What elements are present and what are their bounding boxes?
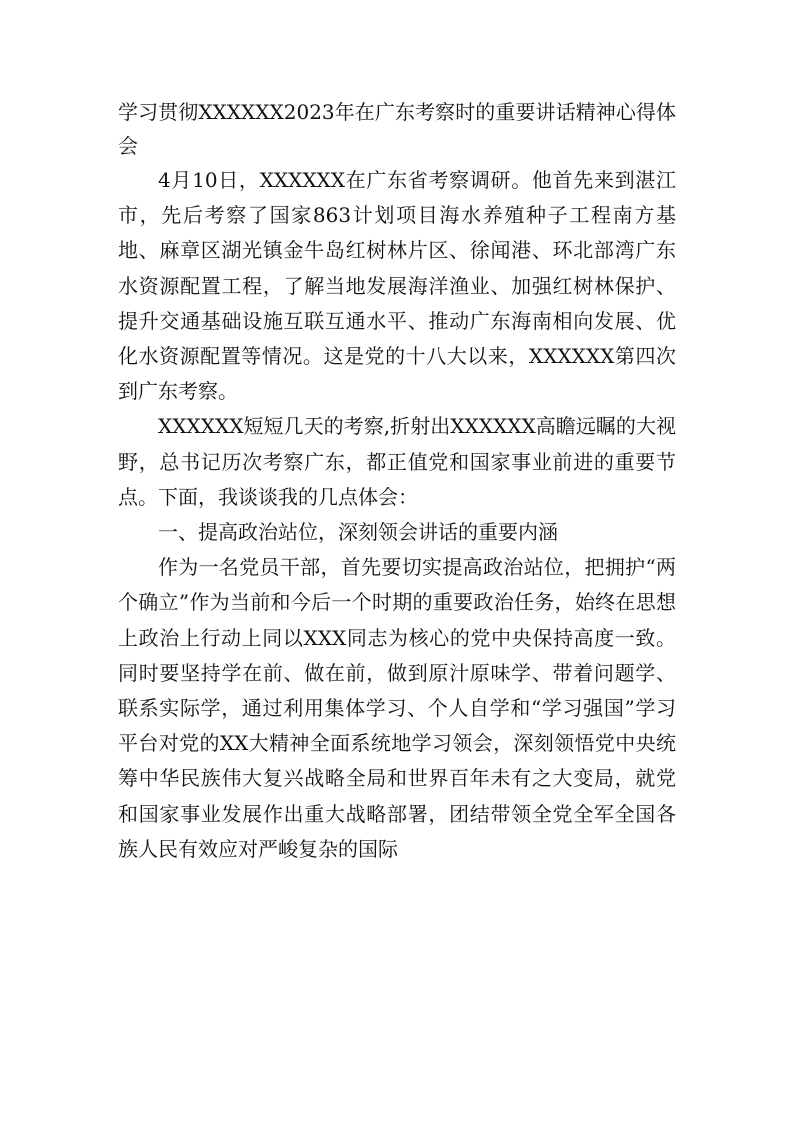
paragraph-introduction: XXXXXX短短几天的考察,折射出XXXXXX高瞻远瞩的大视野，总书记历次考察广东，都正值党和国家事业前进的重要节点。下面，我谈谈我的几点体会：	[118, 414, 676, 509]
document-title: 学习贯彻XXXXXX2023年在广东考察时的重要讲话精神心得体会	[118, 100, 676, 158]
paragraph-section-one-body: 作为一名党员干部，首先要切实提高政治站位，把拥护“两个确立”作为当前和今后一个时期的重要政治任务，始终在思想上政治上行动上同以XXX同志为核心的党中央保持高度一致。同时要坚持学在前、做在前，做到原汁原味学、带着问题学、联系实际学，通过利用集体学习、个人自学和“学习强国”学习平台对党的XX大精神全面系统地学习领会，深刻领悟党中央统筹中华民族伟大复兴战略全局和世界百年未有之大变局，就党和国家事业发展作出重大战略部署，团结带领全党全军全国各族人民有效应对严峻复杂的国际	[118, 555, 676, 861]
section-heading-one: 一、提高政治站位，深刻领会讲话的重要内涵	[158, 520, 558, 545]
paragraph-inspection-overview: 4月10日，XXXXXX在广东省考察调研。他首先来到湛江市，先后考察了国家863计划项目海水养殖种子工程南方基地、麻章区湖光镇金牛岛红树林片区、徐闻港、环北部湾广东水资源配置工程，了解当地发展海洋渔业、加强红树林保护、提升交通基础设施互联互通水平、推动广东海南相向发展、优化水资源配置等情况。这是党的十八大以来，XXXXXX第四次到广东考察。	[118, 168, 676, 404]
document-body	[118, 95, 676, 867]
